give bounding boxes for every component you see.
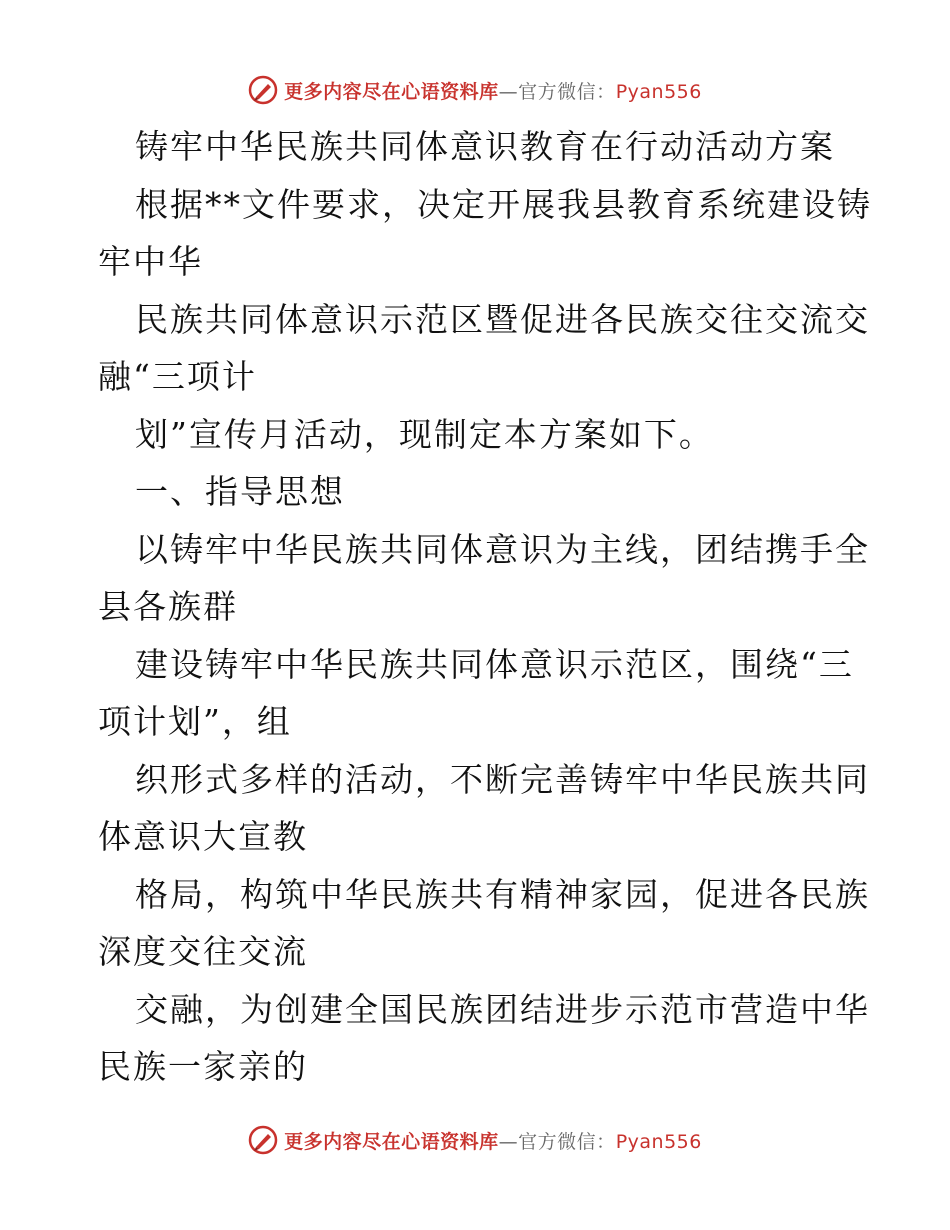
pen-logo-icon xyxy=(248,1125,278,1155)
watermark-dash: — xyxy=(498,80,519,103)
text-line: 交融，为创建全国民族团结进步示范市营造中华 xyxy=(135,989,870,1029)
text-line: 一、指导思想 xyxy=(135,472,345,511)
watermark-header xyxy=(0,70,950,110)
text-line: 项计划”，组 xyxy=(98,702,292,741)
watermark-footer xyxy=(0,1120,950,1160)
text-line: 县各族群 xyxy=(98,587,238,626)
text-line: 划”宣传月活动，现制定本方案如下。 xyxy=(135,414,714,454)
watermark-text xyxy=(284,77,702,104)
watermark-wechat-id: Pyan556 xyxy=(615,1130,702,1153)
watermark-wechat-label: 官方微信： xyxy=(518,80,616,103)
watermark-brand: 更多内容尽在心语资料库 xyxy=(284,80,499,103)
text-line: 建设铸牢中华民族共同体意识示范区，围绕“三 xyxy=(135,644,854,684)
watermark-dash: — xyxy=(498,1130,519,1153)
watermark-brand: 更多内容尽在心语资料库 xyxy=(284,1130,499,1153)
text-line: 深度交往交流 xyxy=(98,932,308,971)
text-line: 织形式多样的活动，不断完善铸牢中华民族共同 xyxy=(135,759,870,799)
text-line: 铸牢中华民族共同体意识教育在行动活动方案 xyxy=(135,127,835,166)
text-line: 融“三项计 xyxy=(98,357,257,396)
text-line: 体意识大宣教 xyxy=(98,817,308,856)
pen-logo-icon xyxy=(248,75,278,105)
text-line: 民族一家亲的 xyxy=(98,1047,308,1086)
watermark-text xyxy=(284,1127,702,1154)
watermark-wechat-id: Pyan556 xyxy=(615,80,702,103)
text-line: 民族共同体意识示范区暨促进各民族交往交流交 xyxy=(135,299,870,339)
document-body xyxy=(98,118,872,1096)
text-line: 根据**文件要求，决定开展我县教育系统建设铸 xyxy=(135,184,872,224)
watermark-wechat-label: 官方微信： xyxy=(518,1130,616,1153)
text-line: 格局，构筑中华民族共有精神家园，促进各民族 xyxy=(135,874,870,914)
text-line: 以铸牢中华民族共同体意识为主线，团结携手全 xyxy=(135,529,870,569)
text-line: 牢中华 xyxy=(98,242,203,281)
